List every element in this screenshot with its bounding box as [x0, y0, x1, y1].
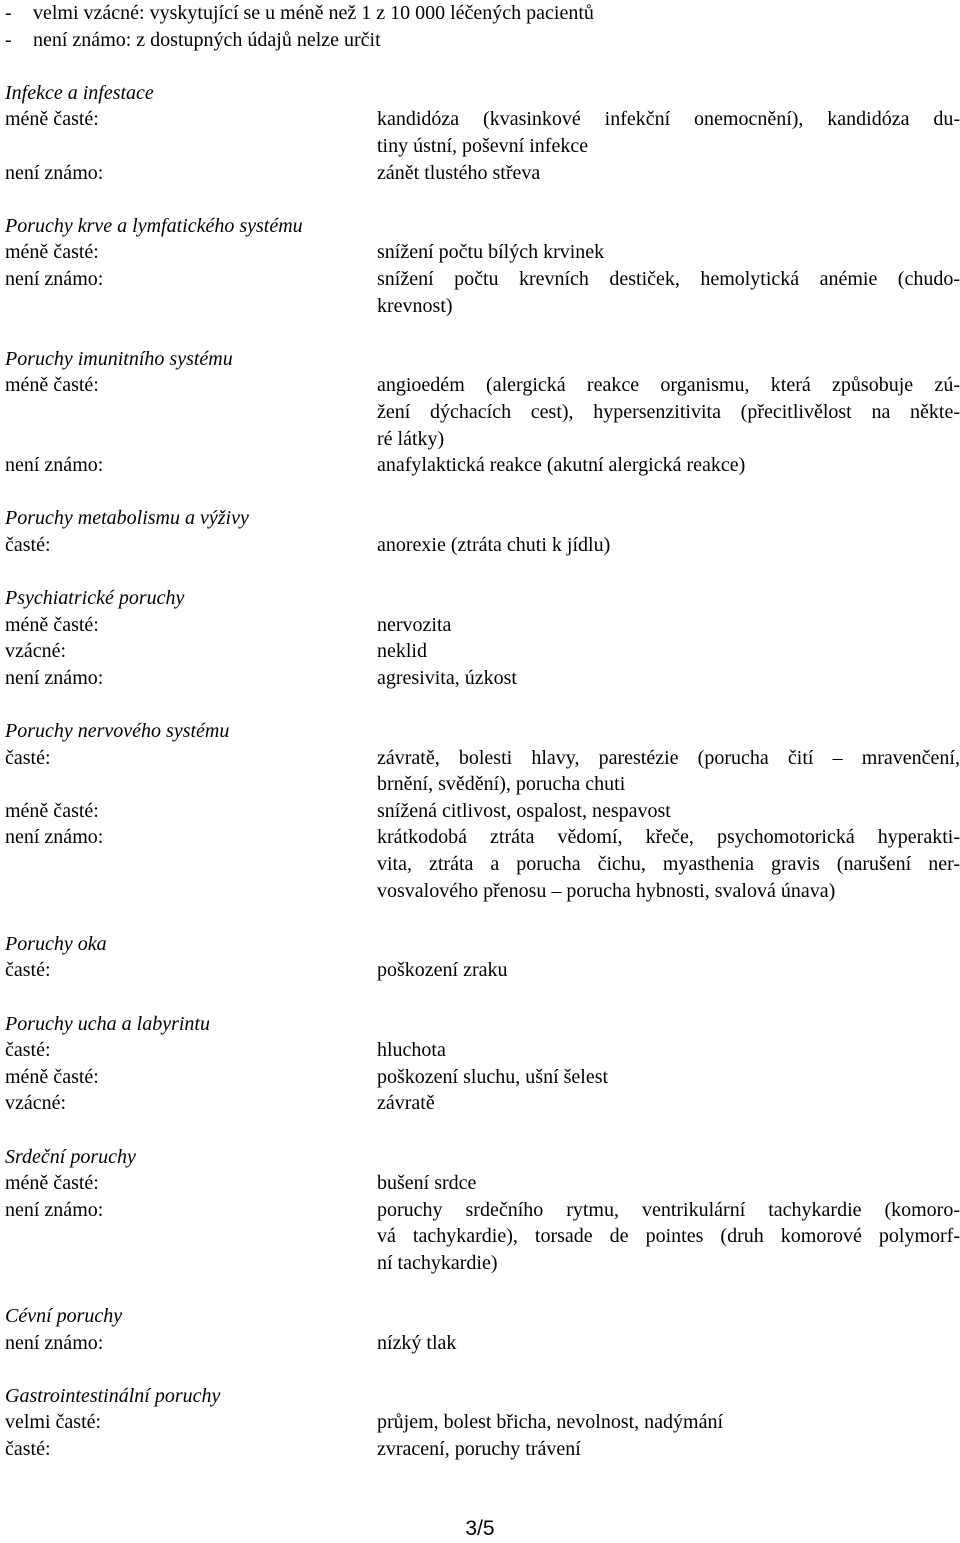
section	[5, 718, 960, 931]
frequency-row	[5, 1409, 960, 1436]
section	[5, 346, 960, 506]
section	[5, 505, 960, 585]
frequency-row	[5, 957, 960, 984]
spacer	[5, 186, 960, 213]
section	[5, 80, 960, 213]
section-heading: Poruchy metabolismu a výživy	[5, 507, 249, 530]
frequency-row	[5, 1090, 960, 1117]
frequency-label: méně časté:	[5, 1065, 99, 1088]
frequency-label: není známo:	[5, 454, 104, 477]
effect-text-line: tiny ústní, poševní infekce	[377, 134, 589, 157]
frequency-row	[5, 1037, 960, 1064]
frequency-row	[5, 266, 960, 319]
frequency-label: časté:	[5, 1039, 51, 1062]
effect-description	[377, 372, 960, 452]
frequency-label: vzácné:	[5, 640, 67, 663]
definition-line	[5, 0, 960, 27]
effect-text-line: snížení počtu krevních destiček, hemolytická anémie (chudo-	[377, 267, 960, 290]
section	[5, 1144, 960, 1304]
frequency-row	[5, 1197, 960, 1277]
frequency-label: méně časté:	[5, 374, 99, 397]
section-heading: Poruchy imunitního systému	[5, 347, 233, 370]
spacer	[5, 1117, 960, 1144]
frequency-label: není známo:	[5, 161, 104, 184]
section-heading: Srdeční poruchy	[5, 1145, 136, 1168]
frequency-row	[5, 824, 960, 904]
effect-text-line: průjem, bolest břicha, nevolnost, nadýmání	[377, 1411, 724, 1434]
effect-text-line: krevnost)	[377, 294, 453, 317]
frequency-row	[5, 612, 960, 639]
frequency-row	[5, 745, 960, 798]
effect-text-line: krátkodobá ztráta vědomí, křeče, psychomotorická hyperakti-	[377, 826, 960, 849]
effect-description	[377, 1409, 960, 1436]
effect-description	[377, 665, 960, 692]
effect-description	[377, 160, 960, 187]
section	[5, 585, 960, 718]
effect-text-line: snížená citlivost, ospalost, nespavost	[377, 799, 671, 822]
spacer	[5, 1277, 960, 1304]
effect-text-line: snížení počtu bílých krvinek	[377, 241, 605, 264]
frequency-label: méně časté:	[5, 613, 99, 636]
frequency-label: není známo:	[5, 1198, 104, 1221]
frequency-label: méně časté:	[5, 799, 99, 822]
frequency-label: časté:	[5, 959, 51, 982]
spacer	[5, 319, 960, 346]
effect-text-line: brnění, svědění), porucha chuti	[377, 773, 626, 796]
section-heading: Poruchy oka	[5, 932, 107, 955]
effect-text-line: závratě	[377, 1092, 435, 1115]
effect-text-line: vá tachykardie), torsade de pointes (druh komorové polymorf-	[377, 1225, 960, 1248]
frequency-label: méně časté:	[5, 1172, 99, 1195]
frequency-row	[5, 532, 960, 559]
effect-text-line: nervozita	[377, 613, 452, 636]
effect-description	[377, 1037, 960, 1064]
effect-description	[377, 1197, 960, 1277]
effect-text-line: poškození zraku	[377, 959, 508, 982]
effect-text-line: vita, ztráta a porucha čichu, myasthenia gravis (narušení ner-	[377, 853, 960, 875]
effect-text-line: zvracení, poruchy trávení	[377, 1438, 581, 1461]
effect-description	[377, 106, 960, 159]
frequency-label: méně časté:	[5, 108, 99, 131]
effect-text-line: bušení srdce	[377, 1172, 477, 1195]
effect-description	[377, 824, 960, 904]
frequency-label: časté:	[5, 533, 51, 556]
effect-description	[377, 266, 960, 319]
definition-line	[5, 27, 960, 54]
section-heading: Cévní poruchy	[5, 1305, 123, 1328]
section	[5, 213, 960, 346]
effect-description	[377, 1170, 960, 1197]
effect-text-line: nízký tlak	[377, 1331, 457, 1354]
frequency-row	[5, 452, 960, 479]
section-heading: Poruchy krve a lymfatického systému	[5, 214, 303, 237]
effect-text-line: poškození sluchu, ušní šelest	[377, 1065, 609, 1088]
effect-text-line: vosvalového přenosu – porucha hybnosti, svalová únava)	[377, 879, 836, 902]
definition-text: velmi vzácné: vyskytující se u méně než 1 z 10 000 léčených pacientů	[33, 2, 594, 24]
effect-description	[377, 452, 960, 479]
frequency-row	[5, 1330, 960, 1357]
frequency-row	[5, 372, 960, 452]
list-dash: -	[5, 2, 12, 24]
frequency-row	[5, 160, 960, 187]
frequency-row	[5, 798, 960, 825]
section-heading: Infekce a infestace	[5, 81, 154, 104]
frequency-row	[5, 239, 960, 266]
effect-description	[377, 1436, 960, 1463]
spacer	[5, 558, 960, 585]
definition-text: není známo: z dostupných údajů nelze určit	[33, 28, 381, 51]
effect-text-line: anorexie (ztráta chuti k jídlu)	[377, 533, 611, 556]
spacer	[5, 53, 960, 80]
effect-description	[377, 638, 960, 665]
frequency-row	[5, 106, 960, 159]
effect-description	[377, 957, 960, 984]
section	[5, 1383, 960, 1463]
effect-description	[377, 1090, 960, 1117]
spacer	[5, 984, 960, 1011]
effect-text-line: ré látky)	[377, 427, 445, 450]
frequency-row	[5, 1436, 960, 1463]
effect-description	[377, 798, 960, 825]
effect-text-line: poruchy srdečního rytmu, ventrikulární tachykardie (komoro-	[377, 1198, 960, 1221]
frequency-label: není známo:	[5, 267, 104, 290]
effect-description	[377, 745, 960, 798]
frequency-label: velmi časté:	[5, 1411, 102, 1434]
effect-text-line: hluchota	[377, 1039, 446, 1062]
frequency-row	[5, 665, 960, 692]
frequency-row	[5, 638, 960, 665]
section	[5, 1303, 960, 1383]
section-heading: Psychiatrické poruchy	[5, 587, 185, 610]
section-heading: Poruchy nervového systému	[5, 720, 230, 743]
spacer	[5, 479, 960, 506]
frequency-label: není známo:	[5, 666, 104, 689]
list-dash: -	[5, 28, 12, 51]
frequency-label: není známo:	[5, 826, 104, 849]
effect-description	[377, 532, 960, 559]
effect-text-line: agresivita, úzkost	[377, 666, 517, 689]
effect-text-line: žení dýchacích cest), hypersenzitivita (přecitlivělost na někte-	[377, 400, 960, 423]
spacer	[5, 691, 960, 718]
effect-text-line: ní tachykardie)	[377, 1251, 498, 1274]
page-number: 3/5	[465, 1517, 495, 1540]
frequency-row	[5, 1170, 960, 1197]
effect-description	[377, 1330, 960, 1357]
effect-description	[377, 612, 960, 639]
section	[5, 1011, 960, 1144]
adverse-effects-list	[5, 80, 960, 1463]
effect-description	[377, 239, 960, 266]
effect-text-line: kandidóza (kvasinkové infekční onemocnění), kandidóza du-	[377, 108, 960, 131]
effect-text-line: závratě, bolesti hlavy, parestézie (porucha čití – mravenčení,	[377, 746, 960, 769]
effect-description	[377, 1064, 960, 1091]
frequency-definitions	[5, 0, 960, 53]
effect-text-line: anafylaktická reakce (akutní alergická reakce)	[377, 454, 746, 477]
section	[5, 931, 960, 1011]
frequency-label: není známo:	[5, 1331, 104, 1354]
effect-text-line: neklid	[377, 640, 427, 663]
frequency-row	[5, 1064, 960, 1091]
document-body	[5, 0, 960, 1463]
section-heading: Gastrointestinální poruchy	[5, 1384, 221, 1407]
effect-text-line: zánět tlustého střeva	[377, 161, 541, 184]
effect-text-line: angioedém (alergická reakce organismu, která způsobuje zú-	[377, 374, 960, 397]
spacer	[5, 904, 960, 931]
section-heading: Poruchy ucha a labyrintu	[5, 1012, 210, 1035]
spacer	[5, 1356, 960, 1383]
frequency-label: časté:	[5, 1438, 51, 1461]
frequency-label: méně časté:	[5, 241, 99, 264]
frequency-label: vzácné:	[5, 1092, 67, 1115]
frequency-label: časté:	[5, 746, 51, 769]
